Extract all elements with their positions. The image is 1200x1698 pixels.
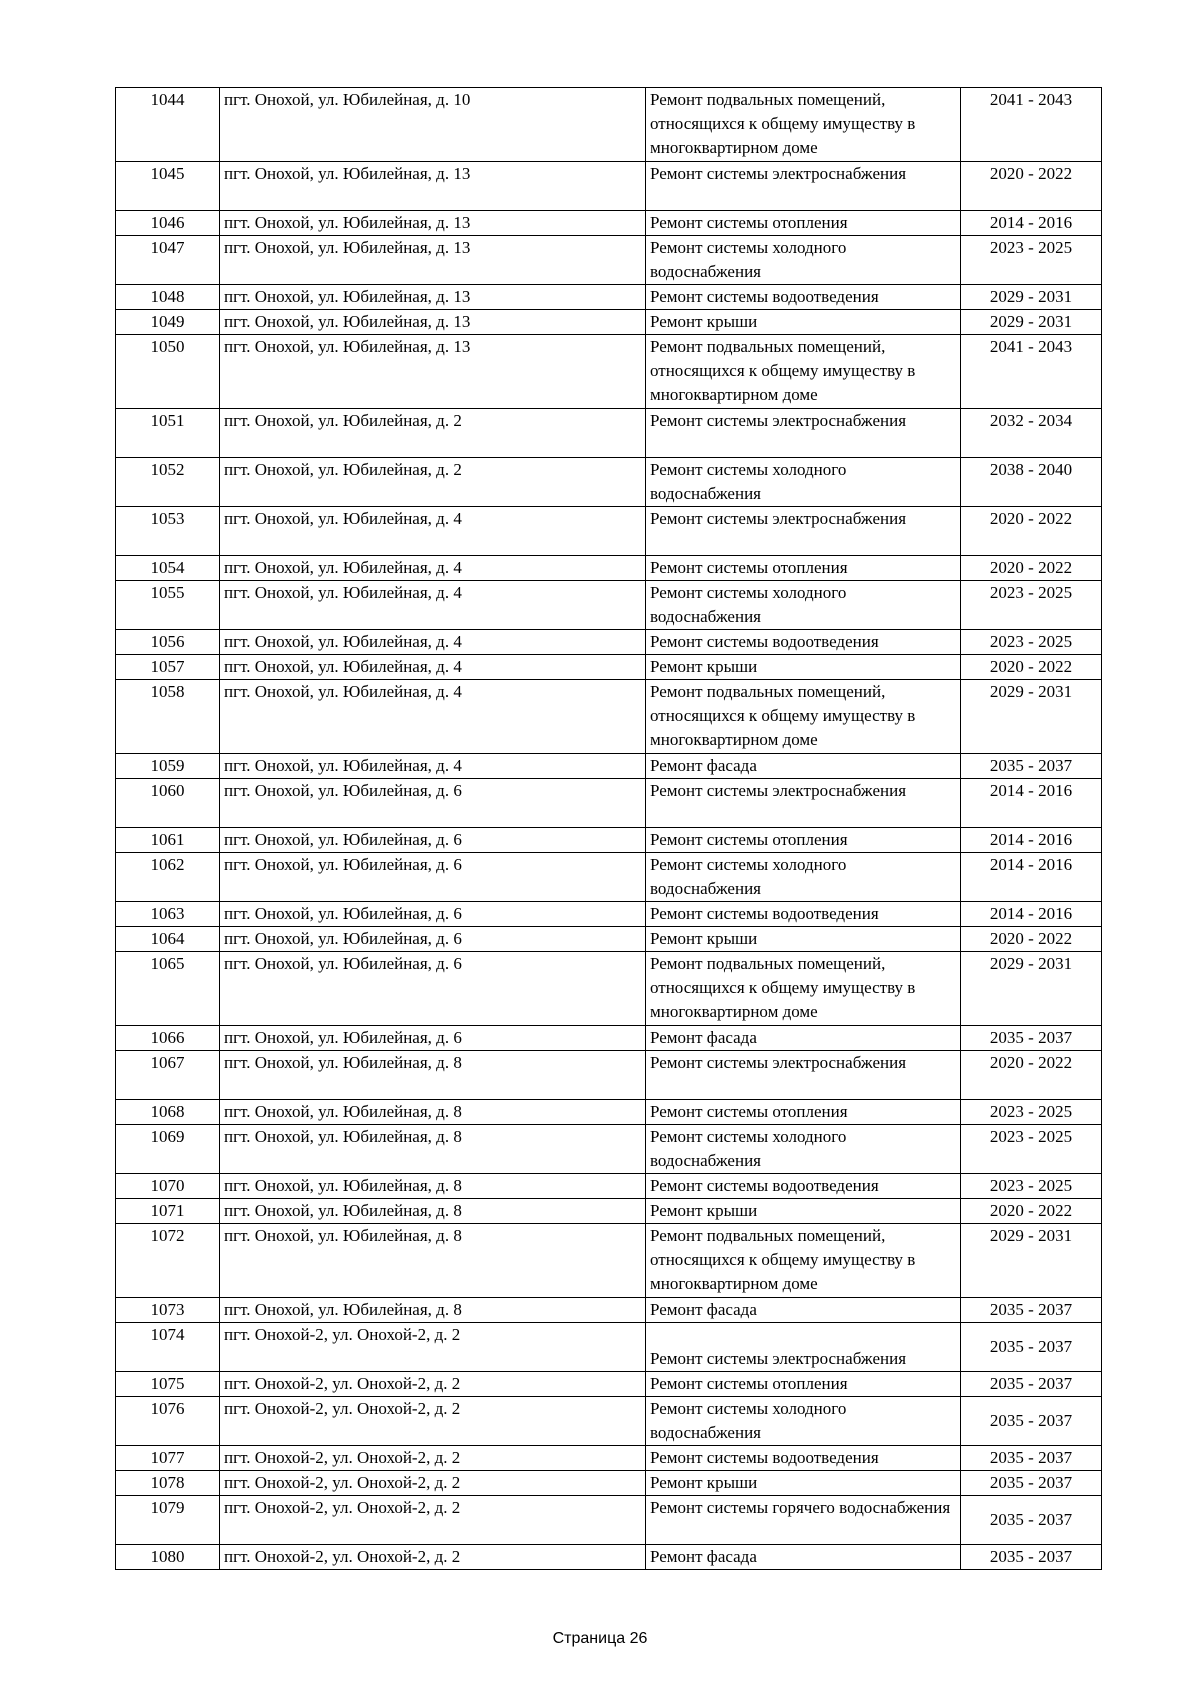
address-cell: пгт. Онохой, ул. Юбилейная, д. 13 — [220, 335, 646, 409]
years-cell: 2023 - 2025 — [961, 1174, 1102, 1199]
work-type-cell: Ремонт системы отопления — [646, 556, 961, 581]
table-row — [116, 828, 1102, 853]
years-cell: 2035 - 2037 — [961, 1471, 1102, 1496]
work-type-cell: Ремонт системы электроснабжения — [646, 409, 961, 458]
table-row — [116, 1446, 1102, 1471]
work-type-cell: Ремонт системы водоотведения — [646, 630, 961, 655]
address-cell: пгт. Онохой, ул. Юбилейная, д. 6 — [220, 902, 646, 927]
years-cell: 2023 - 2025 — [961, 630, 1102, 655]
address-cell: пгт. Онохой, ул. Юбилейная, д. 8 — [220, 1298, 646, 1323]
row-number: 1048 — [116, 285, 220, 310]
row-number: 1055 — [116, 581, 220, 630]
years-cell: 2038 - 2040 — [961, 458, 1102, 507]
years-cell: 2029 - 2031 — [961, 952, 1102, 1026]
row-number: 1052 — [116, 458, 220, 507]
row-number: 1058 — [116, 680, 220, 754]
years-cell: 2023 - 2025 — [961, 581, 1102, 630]
work-type-cell: Ремонт подвальных помещений, относящихся к общему имуществу в многоквартирном доме — [646, 1224, 961, 1298]
address-cell: пгт. Онохой, ул. Юбилейная, д. 10 — [220, 88, 646, 162]
table-row — [116, 754, 1102, 779]
table-row — [116, 211, 1102, 236]
years-cell: 2032 - 2034 — [961, 409, 1102, 458]
years-cell: 2014 - 2016 — [961, 853, 1102, 902]
work-type-cell: Ремонт системы электроснабжения — [646, 1323, 961, 1372]
address-cell: пгт. Онохой, ул. Юбилейная, д. 8 — [220, 1199, 646, 1224]
years-cell: 2023 - 2025 — [961, 236, 1102, 285]
work-type-cell: Ремонт системы водоотведения — [646, 1174, 961, 1199]
table-row — [116, 556, 1102, 581]
row-number: 1050 — [116, 335, 220, 409]
address-cell: пгт. Онохой-2, ул. Онохой-2, д. 2 — [220, 1471, 646, 1496]
row-number: 1073 — [116, 1298, 220, 1323]
address-cell: пгт. Онохой, ул. Юбилейная, д. 8 — [220, 1224, 646, 1298]
work-type-cell: Ремонт системы холодного водоснабжения — [646, 1125, 961, 1174]
years-cell: 2029 - 2031 — [961, 310, 1102, 335]
row-number: 1053 — [116, 507, 220, 556]
row-number: 1076 — [116, 1397, 220, 1446]
work-type-cell: Ремонт системы отопления — [646, 1100, 961, 1125]
work-type-cell: Ремонт подвальных помещений, относящихся к общему имуществу в многоквартирном доме — [646, 680, 961, 754]
work-type-cell: Ремонт подвальных помещений, относящихся к общему имуществу в многоквартирном доме — [646, 335, 961, 409]
table-row — [116, 1125, 1102, 1174]
table-row — [116, 310, 1102, 335]
row-number: 1068 — [116, 1100, 220, 1125]
address-cell: пгт. Онохой-2, ул. Онохой-2, д. 2 — [220, 1372, 646, 1397]
address-cell: пгт. Онохой, ул. Юбилейная, д. 13 — [220, 211, 646, 236]
row-number: 1079 — [116, 1496, 220, 1545]
row-number: 1069 — [116, 1125, 220, 1174]
table-row — [116, 680, 1102, 754]
work-type-cell: Ремонт системы электроснабжения — [646, 507, 961, 556]
work-type-cell: Ремонт крыши — [646, 310, 961, 335]
table-row — [116, 655, 1102, 680]
work-type-cell: Ремонт системы электроснабжения — [646, 779, 961, 828]
row-number: 1056 — [116, 630, 220, 655]
address-cell: пгт. Онохой, ул. Юбилейная, д. 4 — [220, 630, 646, 655]
table-row — [116, 1174, 1102, 1199]
address-cell: пгт. Онохой, ул. Юбилейная, д. 13 — [220, 310, 646, 335]
address-cell: пгт. Онохой, ул. Юбилейная, д. 8 — [220, 1174, 646, 1199]
row-number: 1070 — [116, 1174, 220, 1199]
work-type-cell: Ремонт фасада — [646, 1026, 961, 1051]
work-type-cell: Ремонт системы холодного водоснабжения — [646, 853, 961, 902]
address-cell: пгт. Онохой, ул. Юбилейная, д. 6 — [220, 853, 646, 902]
row-number: 1078 — [116, 1471, 220, 1496]
table-row — [116, 1199, 1102, 1224]
years-cell: 2035 - 2037 — [961, 1446, 1102, 1471]
address-cell: пгт. Онохой-2, ул. Онохой-2, д. 2 — [220, 1323, 646, 1372]
years-cell: 2020 - 2022 — [961, 1199, 1102, 1224]
years-cell: 2014 - 2016 — [961, 779, 1102, 828]
work-type-cell: Ремонт подвальных помещений, относящихся к общему имуществу в многоквартирном доме — [646, 88, 961, 162]
work-type-cell: Ремонт системы отопления — [646, 1372, 961, 1397]
table-row — [116, 1298, 1102, 1323]
row-number: 1046 — [116, 211, 220, 236]
row-number: 1067 — [116, 1051, 220, 1100]
work-type-cell: Ремонт подвальных помещений, относящихся к общему имуществу в многоквартирном доме — [646, 952, 961, 1026]
table-row — [116, 1224, 1102, 1298]
years-cell: 2029 - 2031 — [961, 1224, 1102, 1298]
address-cell: пгт. Онохой, ул. Юбилейная, д. 4 — [220, 680, 646, 754]
work-type-cell: Ремонт фасада — [646, 1545, 961, 1570]
years-cell: 2041 - 2043 — [961, 335, 1102, 409]
address-cell: пгт. Онохой, ул. Юбилейная, д. 6 — [220, 952, 646, 1026]
years-cell: 2035 - 2037 — [961, 1545, 1102, 1570]
address-cell: пгт. Онохой, ул. Юбилейная, д. 6 — [220, 779, 646, 828]
years-cell: 2029 - 2031 — [961, 285, 1102, 310]
table-row — [116, 285, 1102, 310]
row-number: 1051 — [116, 409, 220, 458]
repair-schedule-table — [115, 87, 1102, 1570]
work-type-cell: Ремонт системы холодного водоснабжения — [646, 581, 961, 630]
years-cell: 2035 - 2037 — [961, 1372, 1102, 1397]
years-cell: 2020 - 2022 — [961, 507, 1102, 556]
years-cell: 2035 - 2037 — [961, 1323, 1102, 1372]
table-row — [116, 1471, 1102, 1496]
work-type-cell: Ремонт системы электроснабжения — [646, 162, 961, 211]
table-row — [116, 236, 1102, 285]
address-cell: пгт. Онохой, ул. Юбилейная, д. 2 — [220, 409, 646, 458]
table-row — [116, 630, 1102, 655]
row-number: 1062 — [116, 853, 220, 902]
table-row — [116, 1323, 1102, 1372]
page-number: Страница 26 — [552, 1630, 648, 1647]
address-cell: пгт. Онохой, ул. Юбилейная, д. 6 — [220, 927, 646, 952]
address-cell: пгт. Онохой, ул. Юбилейная, д. 4 — [220, 507, 646, 556]
years-cell: 2023 - 2025 — [961, 1100, 1102, 1125]
table-row — [116, 927, 1102, 952]
address-cell: пгт. Онохой, ул. Юбилейная, д. 13 — [220, 236, 646, 285]
address-cell: пгт. Онохой, ул. Юбилейная, д. 8 — [220, 1125, 646, 1174]
work-type-cell: Ремонт фасада — [646, 754, 961, 779]
row-number: 1074 — [116, 1323, 220, 1372]
address-cell: пгт. Онохой, ул. Юбилейная, д. 13 — [220, 285, 646, 310]
table-row — [116, 1100, 1102, 1125]
table-row — [116, 409, 1102, 458]
years-cell: 2020 - 2022 — [961, 556, 1102, 581]
work-type-cell: Ремонт крыши — [646, 1199, 961, 1224]
years-cell: 2014 - 2016 — [961, 902, 1102, 927]
work-type-cell: Ремонт системы отопления — [646, 828, 961, 853]
years-cell: 2035 - 2037 — [961, 1298, 1102, 1323]
address-cell: пгт. Онохой, ул. Юбилейная, д. 4 — [220, 556, 646, 581]
table-row — [116, 335, 1102, 409]
years-cell: 2035 - 2037 — [961, 1397, 1102, 1446]
work-type-cell: Ремонт системы горячего водоснабжения — [646, 1496, 961, 1545]
work-type-cell: Ремонт системы отопления — [646, 211, 961, 236]
address-cell: пгт. Онохой, ул. Юбилейная, д. 2 — [220, 458, 646, 507]
work-type-cell: Ремонт крыши — [646, 927, 961, 952]
years-cell: 2020 - 2022 — [961, 927, 1102, 952]
row-number: 1045 — [116, 162, 220, 211]
address-cell: пгт. Онохой-2, ул. Онохой-2, д. 2 — [220, 1397, 646, 1446]
years-cell: 2020 - 2022 — [961, 162, 1102, 211]
years-cell: 2035 - 2037 — [961, 754, 1102, 779]
work-type-cell: Ремонт системы электроснабжения — [646, 1051, 961, 1100]
work-type-cell: Ремонт системы холодного водоснабжения — [646, 1397, 961, 1446]
table-row — [116, 902, 1102, 927]
row-number: 1065 — [116, 952, 220, 1026]
table-row — [116, 507, 1102, 556]
table-row — [116, 458, 1102, 507]
work-type-cell: Ремонт системы водоотведения — [646, 285, 961, 310]
table-row — [116, 581, 1102, 630]
row-number: 1066 — [116, 1026, 220, 1051]
address-cell: пгт. Онохой-2, ул. Онохой-2, д. 2 — [220, 1446, 646, 1471]
row-number: 1059 — [116, 754, 220, 779]
address-cell: пгт. Онохой, ул. Юбилейная, д. 4 — [220, 754, 646, 779]
address-cell: пгт. Онохой-2, ул. Онохой-2, д. 2 — [220, 1545, 646, 1570]
address-cell: пгт. Онохой, ул. Юбилейная, д. 4 — [220, 581, 646, 630]
years-cell: 2029 - 2031 — [961, 680, 1102, 754]
years-cell: 2020 - 2022 — [961, 1051, 1102, 1100]
table-row — [116, 1545, 1102, 1570]
row-number: 1071 — [116, 1199, 220, 1224]
work-type-cell: Ремонт крыши — [646, 655, 961, 680]
years-cell: 2041 - 2043 — [961, 88, 1102, 162]
row-number: 1060 — [116, 779, 220, 828]
table-row — [116, 1397, 1102, 1446]
table-row — [116, 853, 1102, 902]
row-number: 1063 — [116, 902, 220, 927]
row-number: 1064 — [116, 927, 220, 952]
address-cell: пгт. Онохой, ул. Юбилейная, д. 6 — [220, 1026, 646, 1051]
years-cell: 2023 - 2025 — [961, 1125, 1102, 1174]
years-cell: 2020 - 2022 — [961, 655, 1102, 680]
row-number: 1049 — [116, 310, 220, 335]
work-type-cell: Ремонт системы водоотведения — [646, 1446, 961, 1471]
work-type-cell: Ремонт системы холодного водоснабжения — [646, 458, 961, 507]
address-cell: пгт. Онохой-2, ул. Онохой-2, д. 2 — [220, 1496, 646, 1545]
row-number: 1047 — [116, 236, 220, 285]
years-cell: 2014 - 2016 — [961, 211, 1102, 236]
work-type-cell: Ремонт системы холодного водоснабжения — [646, 236, 961, 285]
row-number: 1054 — [116, 556, 220, 581]
years-cell: 2014 - 2016 — [961, 828, 1102, 853]
row-number: 1072 — [116, 1224, 220, 1298]
row-number: 1075 — [116, 1372, 220, 1397]
table-row — [116, 88, 1102, 162]
table-row — [116, 1496, 1102, 1545]
address-cell: пгт. Онохой, ул. Юбилейная, д. 8 — [220, 1051, 646, 1100]
work-type-cell: Ремонт системы водоотведения — [646, 902, 961, 927]
row-number: 1044 — [116, 88, 220, 162]
address-cell: пгт. Онохой, ул. Юбилейная, д. 13 — [220, 162, 646, 211]
table-row — [116, 162, 1102, 211]
row-number: 1061 — [116, 828, 220, 853]
years-cell: 2035 - 2037 — [961, 1026, 1102, 1051]
table-row — [116, 952, 1102, 1026]
address-cell: пгт. Онохой, ул. Юбилейная, д. 4 — [220, 655, 646, 680]
row-number: 1080 — [116, 1545, 220, 1570]
table-row — [116, 1372, 1102, 1397]
work-type-cell: Ремонт крыши — [646, 1471, 961, 1496]
table-row — [116, 1026, 1102, 1051]
row-number: 1057 — [116, 655, 220, 680]
table-row — [116, 779, 1102, 828]
address-cell: пгт. Онохой, ул. Юбилейная, д. 8 — [220, 1100, 646, 1125]
address-cell: пгт. Онохой, ул. Юбилейная, д. 6 — [220, 828, 646, 853]
work-type-cell: Ремонт фасада — [646, 1298, 961, 1323]
table-row — [116, 1051, 1102, 1100]
row-number: 1077 — [116, 1446, 220, 1471]
years-cell: 2035 - 2037 — [961, 1496, 1102, 1545]
